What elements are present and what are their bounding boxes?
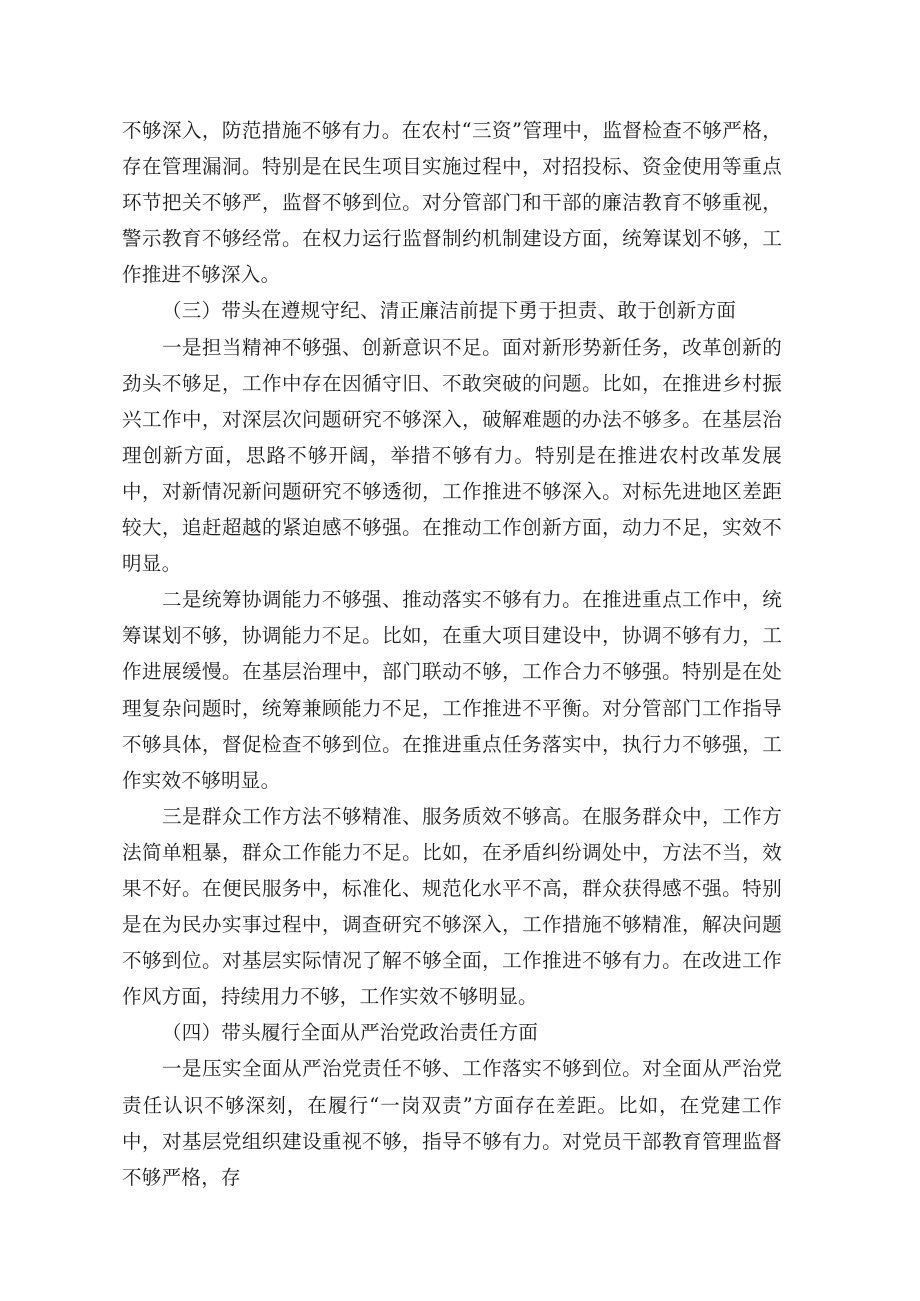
section-heading-3: （三）带头在遵规守纪、清正廉洁前提下勇于担责、敢于创新方面 (162, 299, 737, 323)
section-heading-4: （四）带头履行全面从严治党政治责任方面 (162, 1021, 539, 1045)
paragraph-continued: 不够深入，防范措施不够有力。在农村“三资”管理中，监督检查不够严格，存在管理漏洞。特别是在民生项目实施过程中，对招投标、资金使用等重点环节把关不够严，监督不够到位。对分管部门和干部的廉洁教育不够重视，警示教育不够经常。在权力运行监督制约机制建设方面，统筹谋划不够，工作推进不够深入。 (122, 119, 782, 287)
paragraph-2: 二是统筹协调能力不够强、推动落实不够有力。在推进重点工作中，统筹谋划不够，协调能力不足。比如，在重大项目建设中，协调不够有力，工作进展缓慢。在基层治理中，部门联动不够，工作合力不够强。特别是在处理复杂问题时，统筹兼顾能力不足，工作推进不平衡。对分管部门工作指导不够具体，督促检查不够到位。在推进重点任务落实中，执行力不够强，工作实效不够明显。 (122, 588, 782, 792)
paragraph-4: 一是压实全面从严治党责任不够、工作落实不够到位。对全面从严治党责任认识不够深刻，在履行“一岗双责”方面存在差距。比如，在党建工作中，对基层党组织建设重视不够，指导不够有力。对党员干部教育管理监督不够严格，存 (122, 1057, 782, 1189)
paragraph-1: 一是担当精神不够强、创新意识不足。面对新形势新任务，改革创新的劲头不够足，工作中存在因循守旧、不敢突破的问题。比如，在推进乡村振兴工作中，对深层次问题研究不够深入，破解难题的办法不够多。在基层治理创新方面，思路不够开阔，举措不够有力。特别是在推进农村改革发展中，对新情况新问题研究不够透彻，工作推进不够深入。对标先进地区差距较大，追赶超越的紧迫感不够强。在推动工作创新方面，动力不足，实效不明显。 (122, 335, 782, 576)
document-body (122, 113, 782, 1196)
paragraph-3: 三是群众工作方法不够精准、服务质效不够高。在服务群众中，工作方法简单粗暴，群众工作能力不足。比如，在矛盾纠纷调处中，方法不当，效果不好。在便民服务中，标准化、规范化水平不高，群众获得感不强。特别是在为民办实事过程中，调查研究不够深入，工作措施不够精准，解决问题不够到位。对基层实际情况了解不够全面，工作推进不够有力。在改进工作作风方面，持续用力不够，工作实效不够明显。 (122, 804, 782, 1009)
